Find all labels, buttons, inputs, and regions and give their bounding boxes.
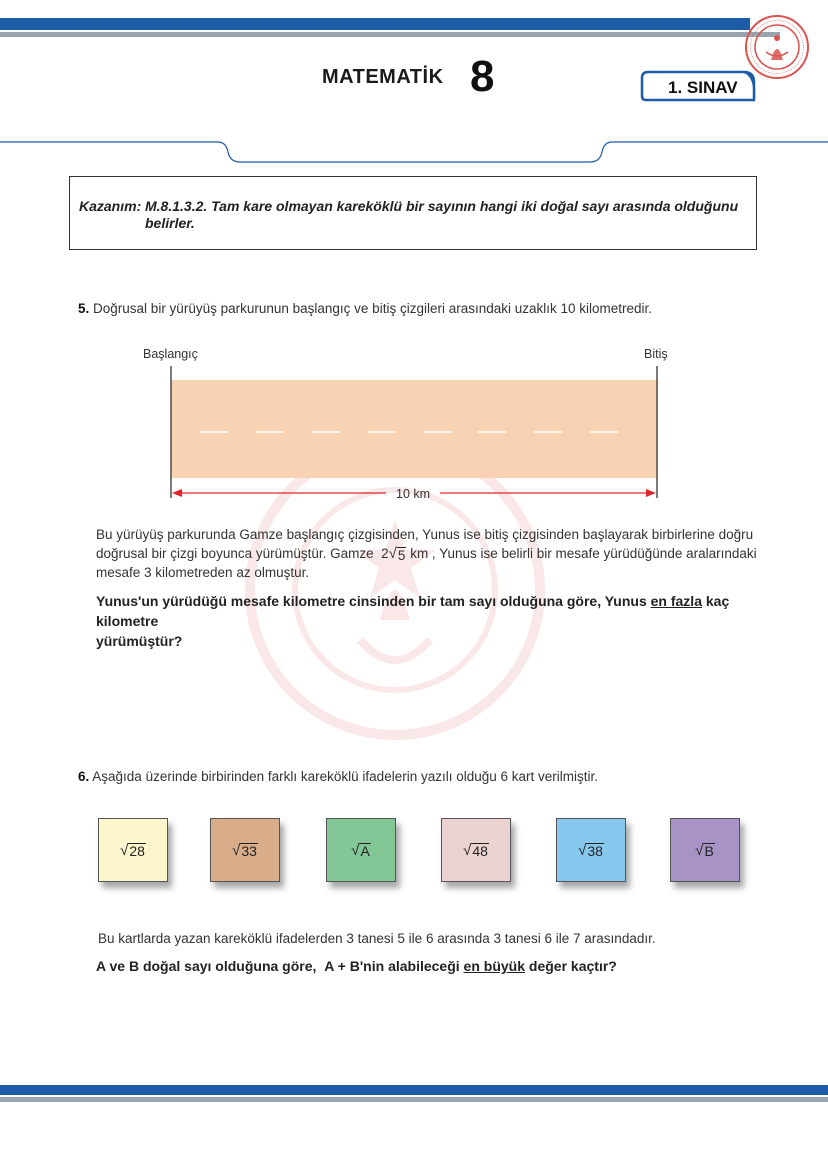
kazanim-label: Kazanım: — [79, 198, 142, 214]
arrow-head-left — [172, 489, 182, 497]
radical-card — [326, 818, 396, 882]
header-bar — [0, 18, 750, 30]
q6-question-c: değer kaçtır? — [528, 958, 617, 974]
q5-coef: 2 — [381, 546, 389, 561]
card-value: A — [360, 842, 370, 859]
kazanim-line1: M.8.1.3.2. Tam kare olmayan kareköklü bir sayının hangi iki doğal sayı arasında olduğunu — [145, 198, 739, 214]
card-value: 38 — [587, 842, 603, 859]
card-value: 48 — [472, 842, 488, 859]
radical-card — [98, 818, 168, 882]
distance-label: 10 km — [396, 487, 431, 501]
header-bar-gray — [0, 32, 780, 37]
grade-number: 8 — [470, 52, 495, 101]
q6-body: Bu kartlarda yazan kareköklü ifadelerden 3 tanesi 5 ile 6 arasında 3 tanesi 6 ile 7 arasındadır. — [98, 931, 656, 946]
card-value: B — [704, 842, 714, 859]
q5-question-c: yürümüştür? — [96, 633, 183, 649]
q5-question-a: Yunus'un yürüdüğü mesafe kilometre cinsinden bir tam sayı olduğuna göre, Yunus — [96, 593, 647, 609]
q5-question-emphasis: en fazla — [650, 593, 702, 609]
subject-title: MATEMATİK — [322, 66, 444, 88]
q6-question — [96, 956, 617, 976]
q5-question-b: kaç kilometre — [96, 593, 730, 629]
exam-label: 1. SINAV — [668, 78, 738, 97]
q5-number: 5. — [78, 301, 90, 316]
q5-sqrt-arg: 5 — [397, 548, 406, 563]
q5-body-line2b: km , Yunus ise belirli bir mesafe yürüdüğünde aralarındaki — [410, 546, 757, 561]
card-value: 28 — [129, 842, 145, 859]
q5-question — [96, 591, 776, 651]
track-road — [171, 380, 657, 478]
radical-card — [670, 818, 740, 882]
card-sqrt: √ A — [351, 841, 370, 859]
q5-body-line2 — [96, 544, 776, 563]
kazanim-line2: belirler. — [145, 215, 195, 231]
q5-intro-text: Doğrusal bir yürüyüş parkurunun başlangıç ve bitiş çizgileri arasındaki uzaklık 10 kilometredir. — [93, 301, 653, 316]
q5-body — [96, 525, 776, 582]
start-label: Başlangıç — [143, 347, 198, 361]
q5-sqrt: √ 5 — [388, 545, 406, 563]
q6-question-expr: A + B'nin — [324, 958, 385, 974]
arrow-head-right — [646, 489, 656, 497]
card-sqrt: √ 28 — [120, 841, 145, 859]
card-value: 33 — [241, 842, 257, 859]
footer-bar — [0, 1085, 828, 1095]
card-sqrt: √ B — [695, 841, 714, 859]
q6-question-emphasis: en büyük — [463, 958, 526, 974]
q6-number: 6. — [78, 769, 90, 784]
card-sqrt: √ 38 — [578, 841, 603, 859]
q5-body-line3: mesafe 3 kilometreden az olmuştur. — [96, 565, 310, 580]
footer-bar-gray — [0, 1097, 828, 1102]
kazanim-text — [79, 198, 739, 232]
q6-intro — [78, 767, 598, 786]
card-sqrt: √ 48 — [463, 841, 488, 859]
q6-intro-text: Aşağıda üzerinde birbirinden farklı kareköklü ifadelerin yazılı olduğu 6 kart verilmiştir. — [92, 769, 599, 784]
q6-question-a: A ve B doğal sayı olduğuna göre, — [96, 958, 317, 974]
q6-question-b: alabileceği — [388, 958, 460, 974]
radical-card — [210, 818, 280, 882]
q5-body-line2a: doğrusal bir çizgi boyunca yürümüştür. Gamze — [96, 546, 374, 561]
end-label: Bitiş — [644, 347, 668, 361]
q5-intro — [78, 299, 652, 318]
header-divider — [0, 138, 828, 168]
radical-card — [556, 818, 626, 882]
card-sqrt: √ 33 — [232, 841, 257, 859]
radical-card — [441, 818, 511, 882]
q5-body-line1: Bu yürüyüş parkurunda Gamze başlangıç çizgisinden, Yunus ise bitiş çizgisinden başlayarak birbirlerine doğru — [96, 527, 754, 542]
